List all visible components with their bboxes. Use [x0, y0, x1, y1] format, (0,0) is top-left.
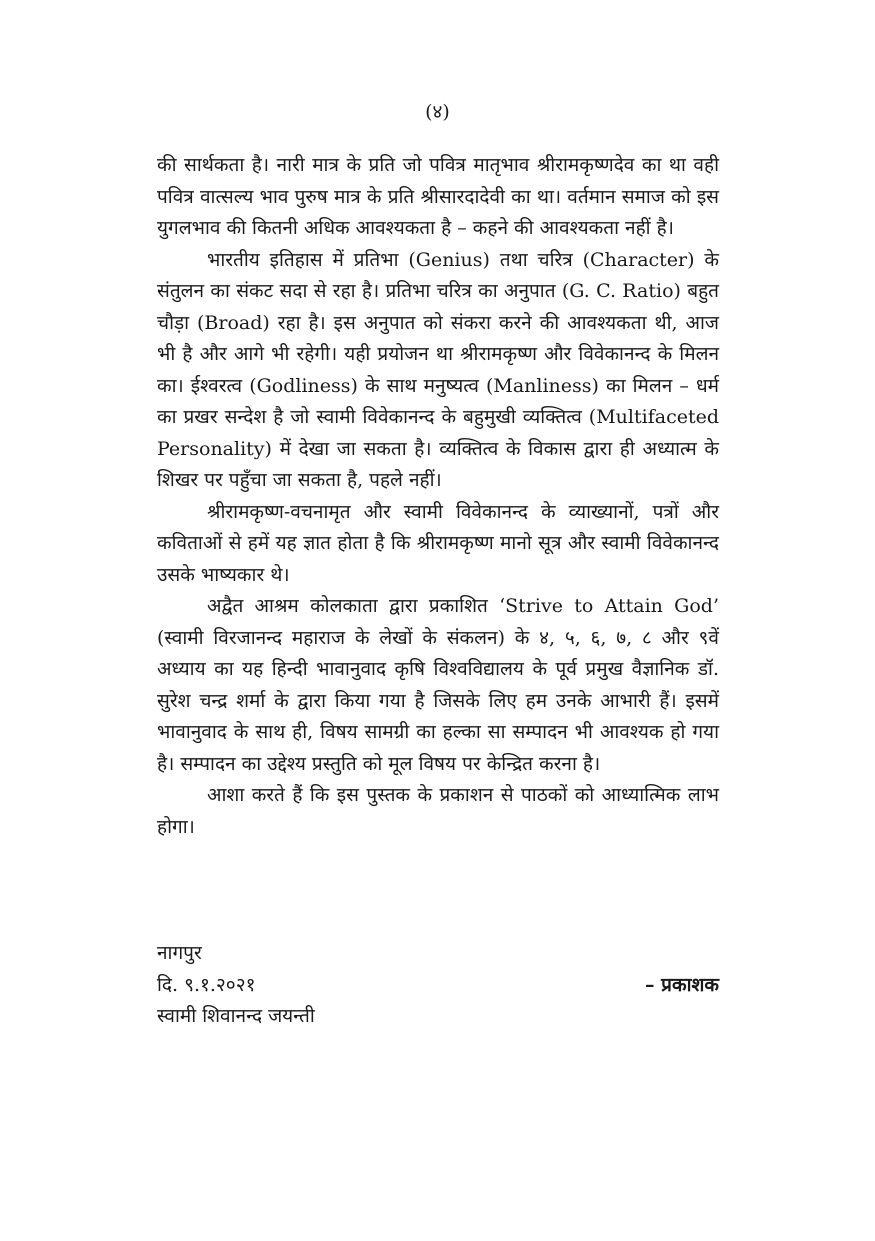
paragraph-3: श्रीरामकृष्ण-वचनामृत और स्वामी विवेकानन्द के व्याख्यानों, पत्रों और कविताओं से हमें यह ज्ञात होता है कि श्रीरामकृष्ण मानो सूत्र और स्वामी विवेकानन्द उसके भाष्यकार थे। [157, 500, 719, 586]
publisher-signature: – प्रकाशक [645, 973, 719, 996]
paragraph-5: आशा करते हैं कि इस पुस्तक के प्रकाशन से पाठकों को आध्यात्मिक लाभ होगा। [157, 784, 719, 838]
signature-block [157, 938, 719, 1033]
place-text: नागपुर [157, 942, 202, 964]
occasion-row [157, 1001, 719, 1033]
body-text [157, 150, 719, 843]
date-row [157, 970, 719, 1002]
paragraph-2: भारतीय इतिहास में प्रतिभा (Genius) तथा चरित्र (Character) के संतुलन का संकट सदा से रहा है। प्रतिभा चरित्र का अनुपात (G. C. Ratio) बहुत चौड़ा (Broad) रहा है। इस अनुपात को संकरा करने की आवश्यकता थी, आज भी है और आगे भी रहेगी। यही प्रयोजन था श्रीरामकृष्ण और विवेकानन्द के मिलन का। ईश्वरत्व (Godliness) के साथ मनुष्यत्व (Manliness) का मिलन – धर्म का प्रखर सन्देश है जो स्वामी विवेकानन्द के बहुमुखी व्यक्तित्व (Multifaceted Personality) में देखा जा सकता है। व्यक्तित्व के विकास द्वारा ही अध्यात्म के शिखर पर पहुँचा जा सकता है, पहले नहीं। [157, 248, 719, 491]
place-row [157, 938, 719, 970]
occasion-text: स्वामी शिवानन्द जयन्ती [157, 1005, 315, 1027]
paragraph-4: अद्वैत आश्रम कोलकाता द्वारा प्रकाशित ‘Strive to Attain God’ (स्वामी विरजानन्द महाराज के लेखों के संकलन) के ४, ५, ६, ७, ८ और ९वें अध्याय का यह हिन्दी भावानुवाद कृषि विश्वविद्यालय के पूर्व प्रमुख वैज्ञानिक डॉ. सुरेश चन्द्र शर्मा के द्वारा किया गया है जिसके लिए हम उनके आभारी हैं। इसमें भावानुवाद के साथ ही, विषय सामग्री का हल्का सा सम्पादन भी आवश्यक हो गया है। सम्पादन का उद्देश्य प्रस्तुति को मूल विषय पर केन्द्रित करना है। [157, 595, 719, 775]
page-number: (४) [425, 101, 450, 123]
paragraph-1: की सार्थकता है। नारी मात्र के प्रति जो पवित्र मातृभाव श्रीरामकृष्णदेव का था वही पवित्र वात्सल्य भाव पुरुष मात्र के प्रति श्रीसारदादेवी का था। वर्तमान समाज को इस युगलभाव की कितनी अधिक आवश्यकता है – कहने की आवश्यकता नहीं है। [157, 154, 719, 239]
date-text: दि. ९.१.२०२१ [157, 973, 256, 996]
